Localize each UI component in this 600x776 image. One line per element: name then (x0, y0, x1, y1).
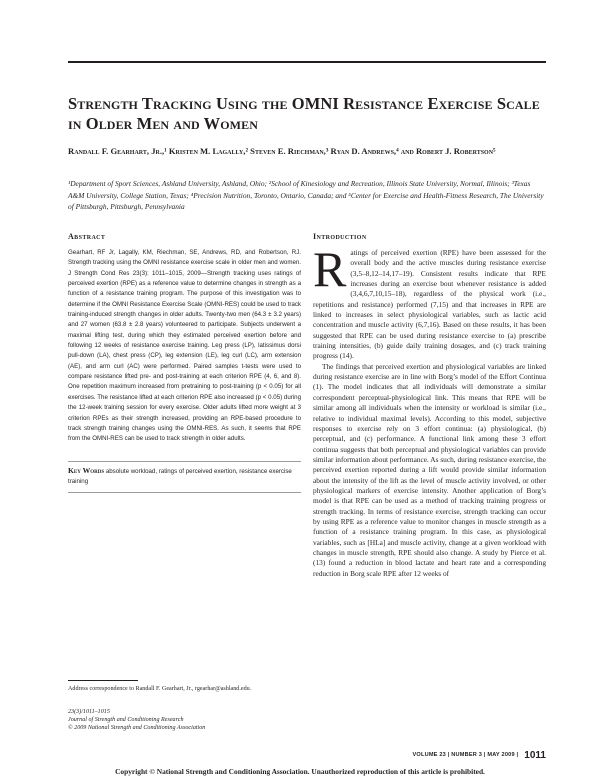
article-title: Strength Tracking Using the OMNI Resistance Exercise Scale in Older Men and Women (68, 94, 540, 133)
keywords-box (68, 461, 301, 494)
correspondence-note: Address correspondence to Randall F. Gearhart, Jr., rgearhar@ashland.edu. (68, 686, 252, 692)
affiliations: ¹Department of Sport Sciences, Ashland University, Ashland, Ohio; ²School of Kinesiology and Recreation, Illinois State University, Normal, Illinois; ³Texas A&M University, College Station, Texas; ⁴Precision Nutrition, Toronto, Ontario, Canada; and ⁵Center for Exercise and Health-Fitness Research, The University of Pittsburgh, Pittsburgh, Pennsylvania (68, 179, 544, 211)
citation-block (68, 708, 301, 733)
keywords-text: absolute workload, ratings of perceived exertion, resistance exercise training (68, 467, 292, 485)
citation-issue: 23(3)/1011–1015 (68, 709, 110, 715)
drop-cap: R (313, 241, 347, 297)
introduction-heading: Introduction (313, 232, 367, 241)
page-number: 1011 (524, 749, 546, 761)
keywords-label: Key Words (68, 465, 105, 475)
footnote-rule (68, 680, 138, 681)
footer-volume: VOLUME 23 | NUMBER 3 | MAY 2009 | (412, 752, 519, 758)
abstract-heading: Abstract (68, 232, 106, 241)
right-column (313, 232, 546, 579)
citation-copyright: © 2009 National Strength and Conditioning Association (68, 725, 206, 732)
citation-journal: Journal of Strength and Conditioning Research (68, 717, 184, 724)
intro-paragraph-1: atings of perceived exertion (RPE) have been assessed for the overall body and the active muscles during resistance exercise (3,5–8,12–14,17–19). Consistent results indicate that RPE increases during an exercise bout whenever resistance is added (3,4,6,7,10,15–18), regardless of the physical work (i.e., repetitions and resistance) performed (7,15) and that increases in RPE are linked to increases in select physiological variables, such as lactic acid concentration and muscle activity (6,7,16). Based on these results, it has been suggested that RPE can be used during resistance exercise to (a) prescribe training intensities, (b) guide daily training dosages, and (c) track training progress (14). (313, 248, 546, 361)
author-list: Randall F. Gearhart, Jr.,¹ Kristen M. Lagally,² Steven E. Riechman,³ Ryan D. Andrews,⁴ and Robert J. Robertson⁵ (68, 146, 496, 156)
top-rule (68, 61, 546, 63)
intro-paragraph-2: The findings that perceived exertion and physiological variables are linked during resistance exercise are in line with Borg’s model of the Effort Continua (1). The model indicates that all individuals will demonstrate a similar correspondent perceptual-physiological link. This means that RPE will be similar among all individuals when the intensity or workload is similar (i.e., relative to individual maximal levels). According to this model, subjective responses to exercise rely on 3 effort continua: (a) physiological, (b) perceptual, and (c) performance. A functional link among these 3 effort continua suggests that both perceptual and physiological variables can provide similar information about performance. As such, during resistance exercise, the perceived exertion reported during a lift would provide similar information about the intensity of the lift as the level of muscle activity involved, or other physiological markers of exercise intensity. Another application of Borg’s model is that RPE can be used as a method of tracking training progress or strength tracking. In terms of resistance exercise, strength tracking can occur by using RPE as a reference value to monitor changes in muscle strength as a function of a resistance training program. In this case, as physiological variables, such as [HLa] and muscle activity, change at a given workload with changes in muscle strength, RPE should also change. A study by Pierce et al. (13) found a reduction in blood lactate and heart rate and a corresponding reduction in Borg scale RPE after 12 weeks of (313, 361, 546, 578)
page-footer (300, 748, 546, 762)
introduction-body (313, 241, 546, 579)
abstract-body: Gearhart, RF Jr, Lagally, KM, Riechman, SE, Andrews, RD, and Robertson, RJ. Strength tracking using the OMNI resistance exercise scale in older men and women. J Strength Cond Res 23(3): 1011–1015, 2009—Strength tracking uses ratings of perceived exertion (RPE) as a reference value to determine changes in strength as a function of a resistance training program. The purpose of this investigation was to determine if the OMNI Resistance Exercise Scale (OMNI-RES) could be used to track training-induced strength changes in older adults. Twenty-two men (64.3 ± 3.2 years) and 27 women (63.8 ± 2.8 years) volunteered to participate. Subjects underwent a maximal lifting test, during which they estimated perceived exertion before and following 12 weeks of resistance exercise training. Leg press (LP), latissimus dorsi pull-down (LA), chest press (CP), leg extension (LE), leg curl (LC), arm extension (AE), and arm curl (AC) were performed. Paired samples t-tests were used to compare resistance lifted pre- and post-training at each criterion RPE (4, 6, and 8). One repetition maximum increased from pretraining to post-training (p < 0.05) for all exercises. The resistance lifted at each criterion RPE also increased (p < 0.05) during the 12-week training session for every exercise. Older adults lifted more weight at 3 criterion RPEs as their strength increased, providing an RPE-based procedure to track strength training changes using the OMNI-RES. As such, it seems that RPE from the OMNI-RES can be used to track strength in older adults. (68, 249, 301, 443)
left-column (68, 232, 301, 493)
copyright-notice: Copyright © National Strength and Conditioning Association. Unauthorized reproduction of this article is prohibited. (115, 767, 485, 776)
